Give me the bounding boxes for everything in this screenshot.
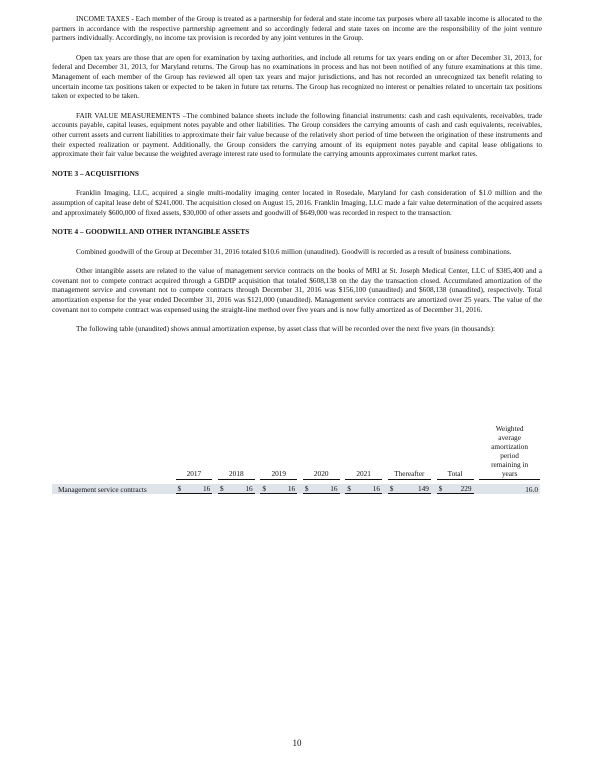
header-line: Weighted xyxy=(495,424,524,433)
amortization-table xyxy=(52,424,540,494)
table-cell: 16 xyxy=(270,484,297,494)
currency-symbol: $ xyxy=(260,484,270,494)
table-intro-paragraph: The following table (unaudited) shows annual amortization expense, by asset class that will be recorded over the next five years (in thousands): xyxy=(76,324,496,334)
table-row xyxy=(52,484,540,494)
column-header: 2018 xyxy=(218,424,255,480)
document-body xyxy=(52,14,542,334)
table-cell: 16 xyxy=(185,484,212,494)
open-tax-years-paragraph: Open tax years are those that are open for examination by taxing authorities, and include all returns for tax years ending on or after December 31, 2013, for federal and December 31, 2013, for Maryland returns. The Group has no examinations in process and has not been notified of any future examinations at this time. Management of each member of the Group has reviewed all open tax years and major jurisdictions, and has not recorded an unrecognized tax benefit relating to uncertain income tax positions taken or expected to be taken in future tax returns. The Group has recognized no interest or penalties related to uncertain tax positions taken or expected to be taken. xyxy=(52,52,542,101)
header-line: years xyxy=(501,469,518,478)
fair-value-paragraph: FAIR VALUE MEASUREMENTS –The combined balance sheets include the following financial instruments: cash and cash equivalents, receivables, trade accounts payable, capital leases, equipment notes payable and other liabilities. The Group considers the carrying amounts of cash and cash equivalents, receivables, other current assets and current liabilities to approximate their fair value because of the relatively short period of time between the origination of these instruments and their expected realization or payment. Additionally, the Group considers the carrying amount of its equipment notes payable and capital lease obligations to approximate their fair value because the weighted average interest rate used to formulate the carrying amounts approximates current market rates. xyxy=(52,110,542,159)
table-cell: 229 xyxy=(446,484,473,494)
header-line: amortization xyxy=(491,442,529,451)
remaining-years-header xyxy=(479,424,540,480)
remaining-years-cell: 16.0 xyxy=(479,484,540,494)
acquisitions-paragraph: Franklin Imaging, LLC, acquired a single multi-modality imaging center located in Rosedale, Maryland for cash consideration of $1.0 million and the assumption of capital lease debt of $241,000. The acquisition closed on August 15, 2016. Franklin Imaging, LLC made a fair value determination of the acquired assets and approximately $600,000 of fixed assets, $30,000 of other assets and goodwill of $649,000 was recorded in respect to the transaction. xyxy=(52,188,542,217)
column-header: Total xyxy=(437,424,474,480)
income-taxes-paragraph: INCOME TAXES - Each member of the Group is treated as a partnership for federal and state income tax purposes where all taxable income is allocated to the partners in accordance with the respective partnership agreement and so accordingly federal and state taxes on income are the responsibility of the joint venture partners individually. Accordingly, no income tax provision is recorded by any joint ventures in the Group. xyxy=(52,14,542,43)
table-cell: 16 xyxy=(355,484,382,494)
column-header: 2017 xyxy=(176,424,213,480)
column-header: 2020 xyxy=(303,424,340,480)
table-cell: 16 xyxy=(313,484,340,494)
currency-symbol: $ xyxy=(303,484,313,494)
currency-symbol: $ xyxy=(437,484,447,494)
column-header: 2019 xyxy=(260,424,297,480)
header-line: average xyxy=(498,433,521,442)
note3-heading: NOTE 3 – ACQUISITIONS xyxy=(52,168,139,178)
header-line: period xyxy=(500,451,519,460)
table-cell: 149 xyxy=(398,484,431,494)
currency-symbol: $ xyxy=(345,484,355,494)
table-cell: 16 xyxy=(228,484,255,494)
table-header-row xyxy=(52,424,540,480)
page-number: 10 xyxy=(292,738,302,748)
currency-symbol: $ xyxy=(388,484,398,494)
currency-symbol: $ xyxy=(218,484,228,494)
row-label: Management service contracts xyxy=(52,484,176,494)
column-header: 2021 xyxy=(345,424,382,480)
goodwill-paragraph: Combined goodwill of the Group at December 31, 2016 totaled $10.6 million (unaudited). Goodwill is recorded as a result of business combinations. xyxy=(76,246,512,256)
note4-heading: NOTE 4 – GOODWILL AND OTHER INTANGIBLE ASSETS xyxy=(52,227,250,237)
header-line: remaining in xyxy=(491,460,529,469)
currency-symbol: $ xyxy=(176,484,186,494)
intangibles-paragraph: Other intangible assets are related to the value of management service contracts on the books of MRI at St. Joseph Medical Center, LLC of $385,400 and a covenant not to compete contract acquired through a GBDIP acquisition that totaled $608,138 on the day the transaction closed. Accumulated amortization of the management service and covenant not to compete contracts through December 31, 2016 was $156,100 (unaudited) and $608,138 (unaudited), respectively. Total amortization expense for the year ended December 31, 2016 was $121,000 (unaudited). Management service contracts are amortized over 25 years. The value of the covenant not to compete contract was expensed using the straight-line method over five years and is now fully amortized as of December 31, 2016. xyxy=(52,266,542,314)
column-header: Thereafter xyxy=(388,424,431,480)
